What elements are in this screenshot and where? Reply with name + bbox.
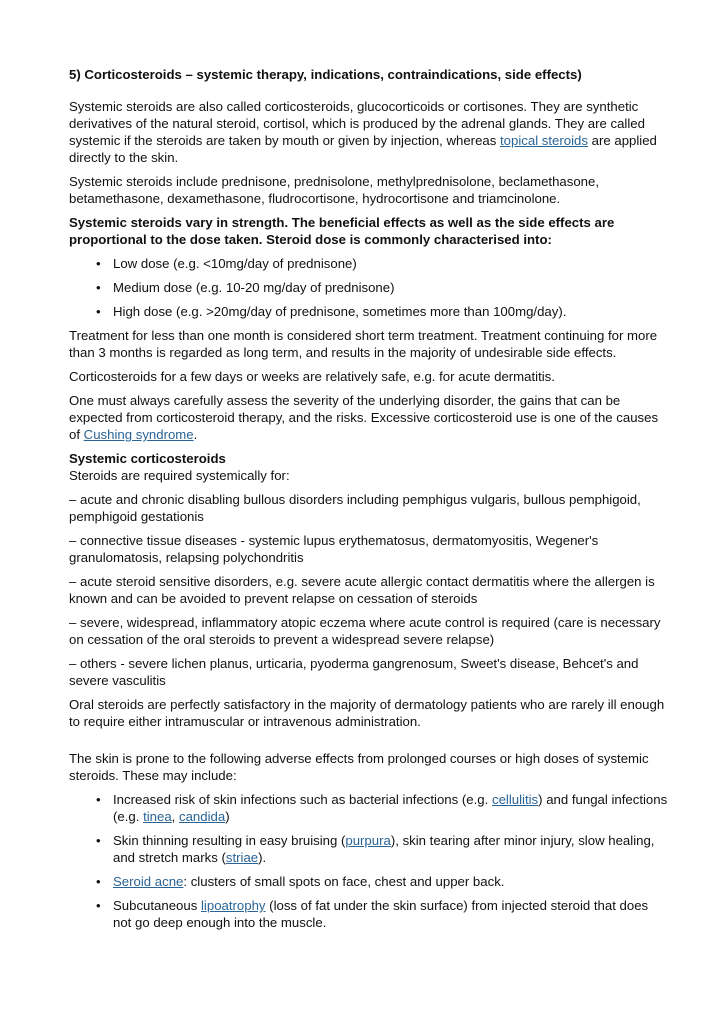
intro-paragraph	[69, 98, 668, 166]
assess-paragraph	[69, 392, 668, 443]
assess-text-2: .	[193, 427, 198, 442]
indication-item: – acute steroid sensitive disorders, e.g. severe acute allergic contact dermatitis where the allergen is known and can be avoided to prevent relapse on cessation of steroids	[69, 574, 655, 606]
adverse-text: ), skin tearing after minor injury, slow healing, and stretch marks (	[113, 833, 655, 865]
tinea-link[interactable]: tinea	[143, 809, 172, 824]
cellulitis-link[interactable]: cellulitis	[491, 792, 539, 807]
intro-text-2: are applied directly to the skin.	[69, 133, 657, 165]
examples-paragraph: Systemic steroids include prednisone, prednisolone, methylprednisolone, beclamethasone, betamethasone, dexamethasone, fludrocortisone, hydrocortisone and triamcinolone.	[69, 174, 600, 206]
few-days-paragraph: Corticosteroids for a few days or weeks are relatively safe, e.g. for acute dermatitis.	[69, 369, 555, 384]
bullet-icon: •	[96, 280, 101, 295]
bullet-icon: •	[96, 898, 101, 913]
oral-steroids-paragraph: Oral steroids are perfectly satisfactory in the majority of dermatology patients who are rarely ill enough to require either intramuscular or intravenous administration.	[69, 697, 665, 729]
bullet-icon: •	[96, 833, 101, 848]
topical-steroids-link[interactable]: topical steroids	[500, 133, 588, 148]
dose-list-item	[69, 255, 668, 272]
systemic-heading: Systemic corticosteroids	[69, 451, 226, 466]
treatment-term-paragraph: Treatment for less than one month is considered short term treatment. Treatment continuing for more than 3 months is regarded as long term, and results in the majority of undesirable side effects.	[69, 328, 658, 360]
adverse-text: : clusters of small spots on face, chest and upper back.	[183, 874, 505, 889]
seroid-acne-link[interactable]: Seroid acne	[113, 874, 184, 889]
dose-text: High dose (e.g. >20mg/day of prednisone, sometimes more than 100mg/day).	[113, 304, 567, 319]
required-intro: Steroids are required systemically for:	[69, 468, 290, 483]
indication-item: – acute and chronic disabling bullous disorders including pemphigus vulgaris, bullous pemphigoid, pemphigoid gestationis	[69, 492, 641, 524]
bullet-icon: •	[96, 792, 101, 807]
lipoatrophy-link[interactable]: lipoatrophy	[201, 898, 266, 913]
adverse-effect-item	[69, 832, 668, 866]
adverse-text: Subcutaneous	[113, 898, 201, 913]
purpura-link[interactable]: purpura	[345, 833, 391, 848]
dose-list-item	[69, 303, 668, 320]
dose-list	[69, 255, 668, 320]
bullet-icon: •	[96, 304, 101, 319]
indication-item: – others - severe lichen planus, urticaria, pyoderma gangrenosum, Sweet's disease, Behcet's and severe vasculitis	[69, 656, 639, 688]
bullet-icon: •	[96, 874, 101, 889]
adverse-text: (loss of fat under the skin surface) from injected steroid that does not go deep enough into the muscle.	[113, 898, 649, 930]
adverse-intro: The skin is prone to the following adverse effects from prolonged courses or high doses of systemic steroids. These may include:	[69, 751, 649, 783]
adverse-text: ,	[171, 809, 179, 824]
adverse-text: )	[225, 809, 230, 824]
dose-text: Low dose (e.g. <10mg/day of prednisone)	[113, 256, 357, 271]
adverse-effects-list	[69, 791, 668, 931]
strength-paragraph: Systemic steroids vary in strength. The beneficial effects as well as the side effects are proportional to the dose taken. Steroid dose is commonly characterised into:	[69, 215, 615, 247]
dose-list-item	[69, 279, 668, 296]
adverse-effect-item	[69, 791, 668, 825]
cushing-syndrome-link[interactable]: Cushing syndrome	[83, 427, 194, 442]
intro-text-1: Systemic steroids are also called corticosteroids, glucocorticoids or cortisones. They are synthetic derivatives of the natural steroid, cortisol, which is produced by the adrenal glands. They are called systemic if the steroids are taken by mouth or given by injection, whereas	[69, 99, 645, 148]
section-heading: 5) Corticosteroids – systemic therapy, indications, contraindications, side effects)	[69, 67, 582, 82]
assess-text-1: One must always carefully assess the severity of the underlying disorder, the gains that can be expected from corticosteroid therapy, and the risks. Excessive corticosteroid use is one of the causes of	[69, 393, 659, 442]
adverse-effect-item	[69, 873, 668, 890]
adverse-text: ) and fungal infections (e.g.	[113, 792, 668, 824]
bullet-icon: •	[96, 256, 101, 271]
indication-item: – severe, widespread, inflammatory atopic eczema where acute control is required (care is necessary on cessation of the oral steroids to prevent a widespread severe relapse)	[69, 615, 661, 647]
adverse-text: Increased risk of skin infections such as bacterial infections (e.g.	[113, 792, 492, 807]
adverse-text: Skin thinning resulting in easy bruising (	[113, 833, 346, 848]
adverse-effect-item	[69, 897, 668, 931]
striae-link[interactable]: striae	[225, 850, 259, 865]
indication-item: – connective tissue diseases - systemic lupus erythematosus, dermatomyositis, Wegener's granulomatosis, relapsing polychondritis	[69, 533, 599, 565]
dose-text: Medium dose (e.g. 10-20 mg/day of prednisone)	[113, 280, 395, 295]
adverse-text: ).	[258, 850, 267, 865]
candida-link[interactable]: candida	[179, 809, 226, 824]
